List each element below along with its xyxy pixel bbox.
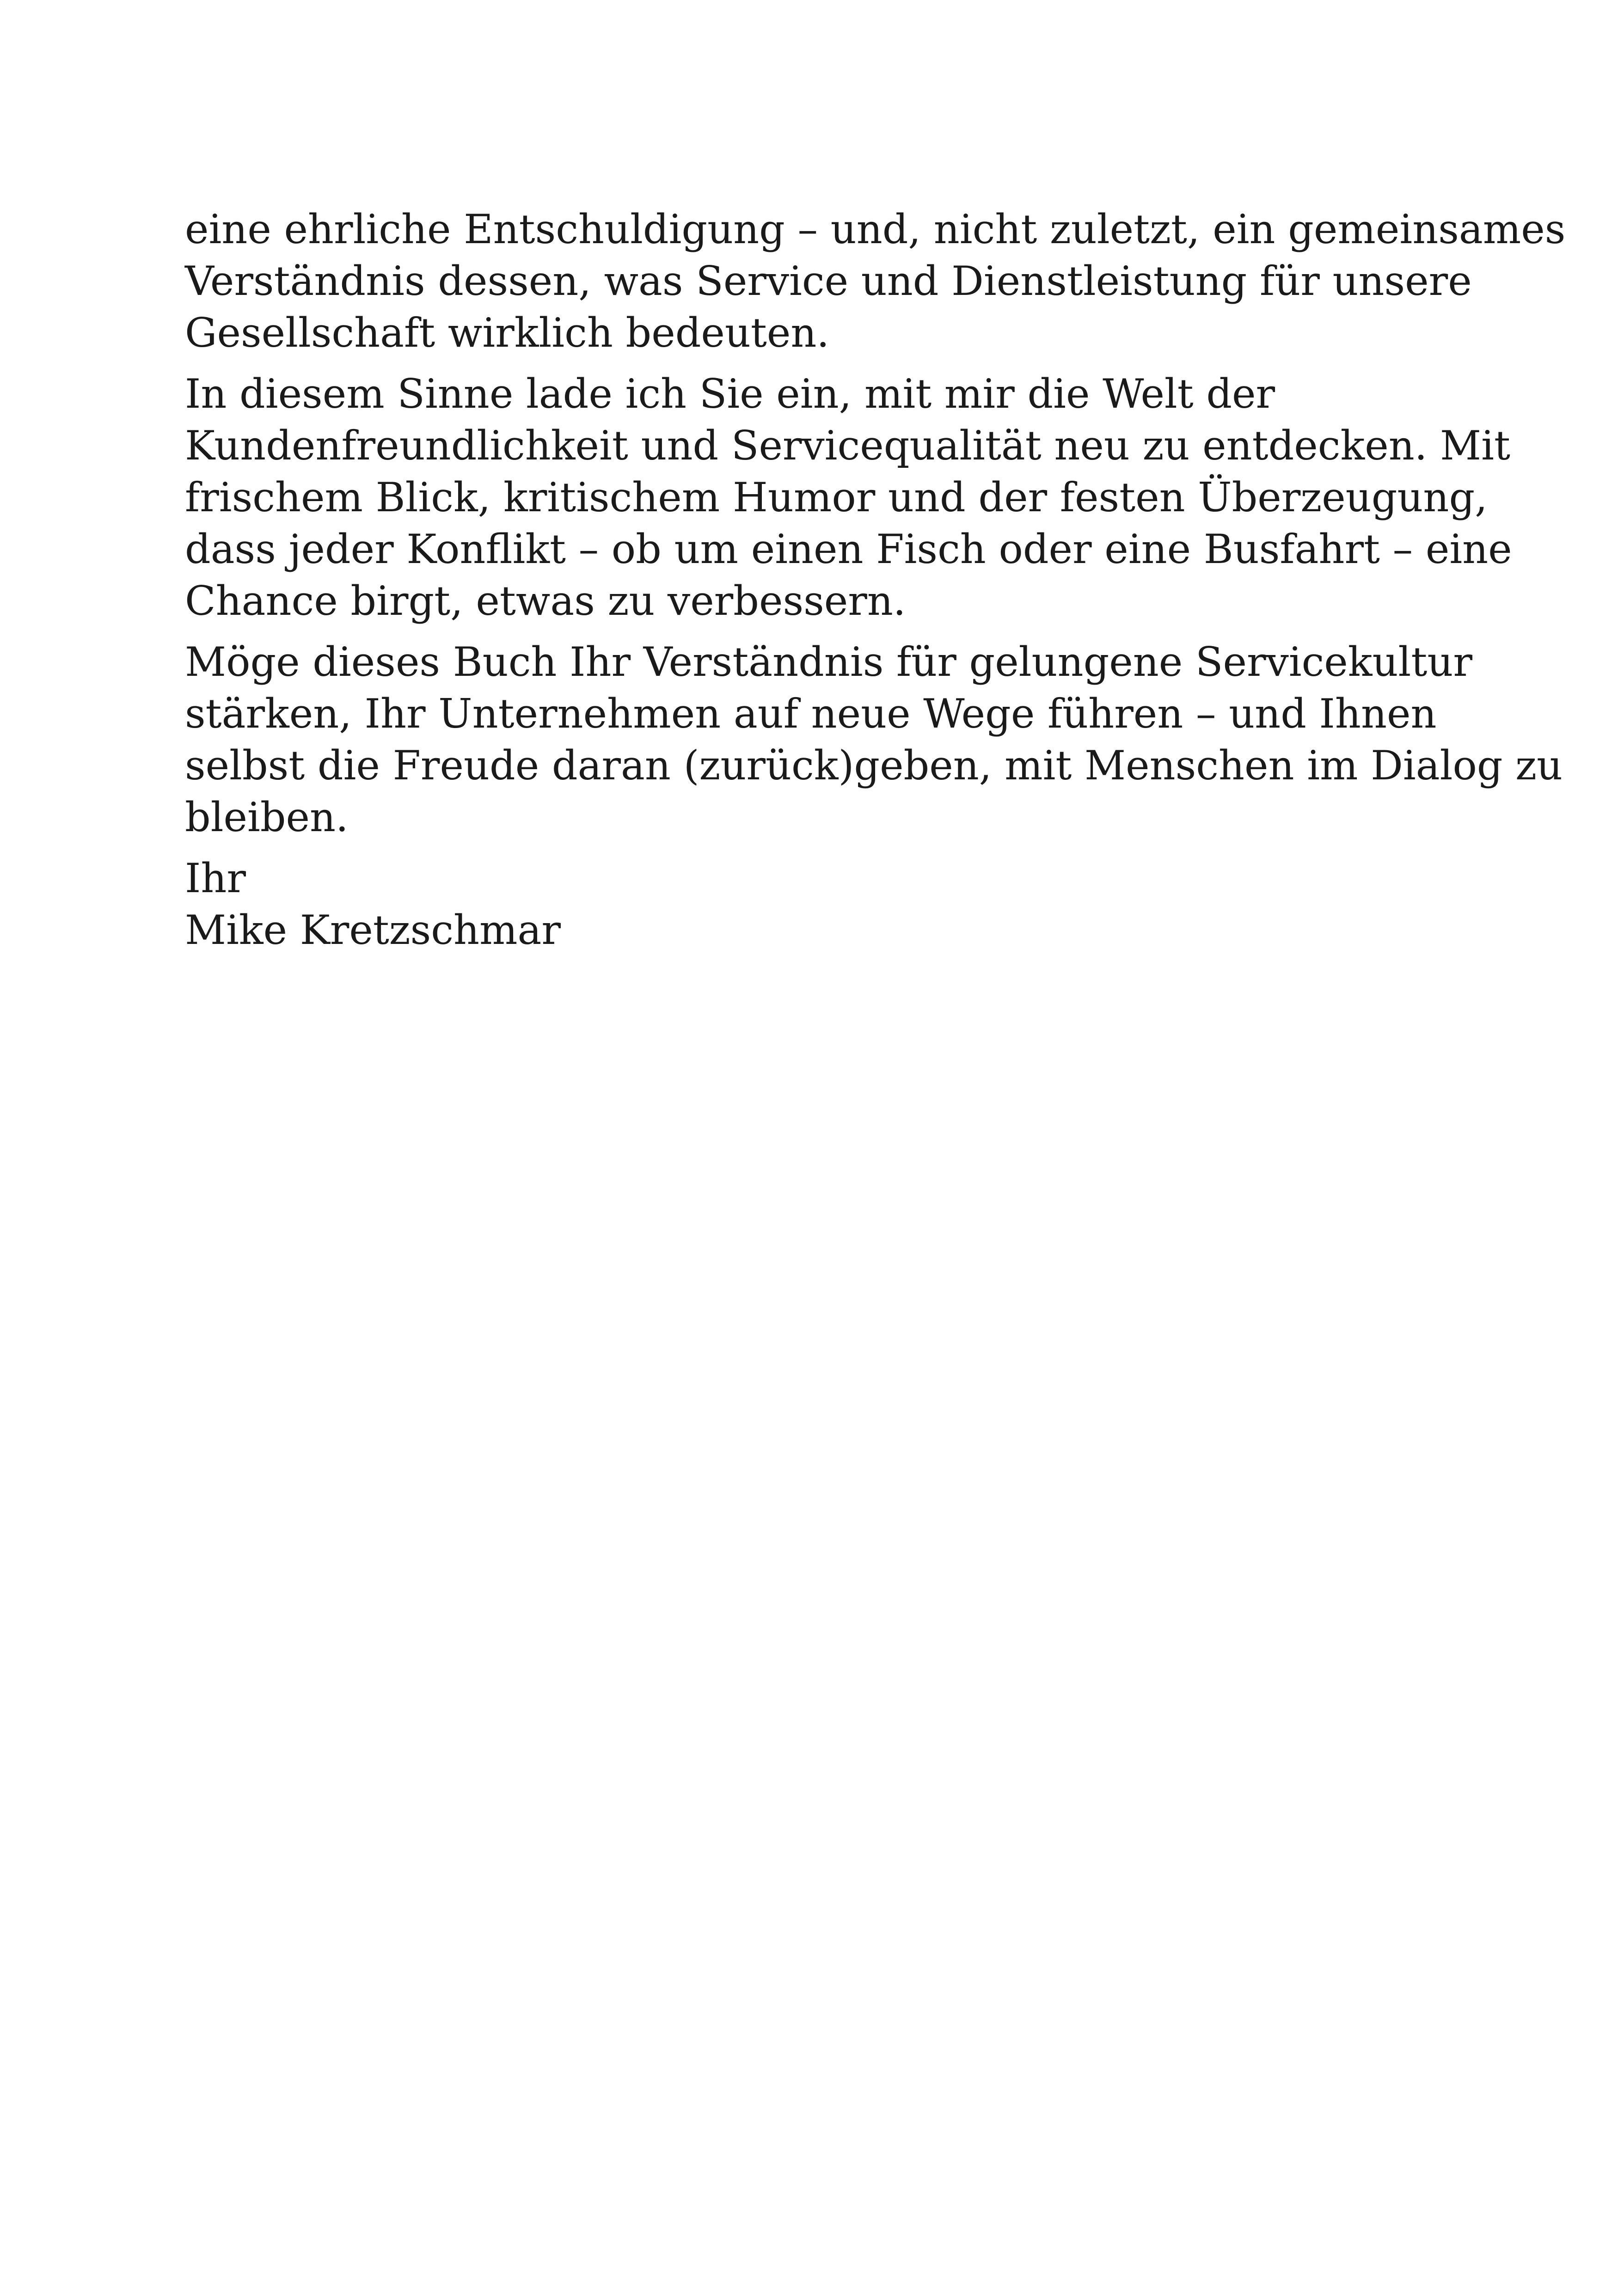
paragraph-apology — [185, 203, 1566, 359]
text-line: Gesellschaft wirklich bedeuten. — [185, 309, 830, 356]
author-name: Mike Kretzschmar — [185, 906, 561, 954]
text-line: frischem Blick, kritischem Humor und der festen Überzeugung, — [185, 474, 1488, 521]
text-line: Kundenfreundlichkeit und Servicequalität neu zu entdecken. Mit — [185, 422, 1510, 469]
text-line: Verständnis dessen, was Service und Dienstleistung für unsere — [185, 257, 1472, 305]
text-line: In diesem Sinne lade ich Sie ein, mit mir die Welt der — [185, 370, 1275, 417]
closing-salutation: Ihr — [185, 855, 246, 902]
text-line: eine ehrliche Entschuldigung – und, nicht zuletzt, ein gemeinsames — [185, 206, 1566, 253]
page-body-text — [185, 203, 1566, 965]
text-line: selbst die Freude daran (zurück)geben, mit Menschen im Dialog zu — [185, 742, 1563, 789]
text-line: stärken, Ihr Unternehmen auf neue Wege führen – und Ihnen — [185, 690, 1437, 737]
paragraph-invitation — [185, 368, 1512, 627]
text-line: dass jeder Konflikt – ob um einen Fisch oder eine Busfahrt – eine — [185, 526, 1512, 573]
paragraph-wish — [185, 636, 1563, 843]
text-line: bleiben. — [185, 794, 349, 841]
text-line: Chance birgt, etwas zu verbessern. — [185, 577, 906, 625]
closing-block — [185, 852, 1461, 956]
text-line: Möge dieses Buch Ihr Verständnis für gelungene Servicekultur — [185, 638, 1472, 686]
